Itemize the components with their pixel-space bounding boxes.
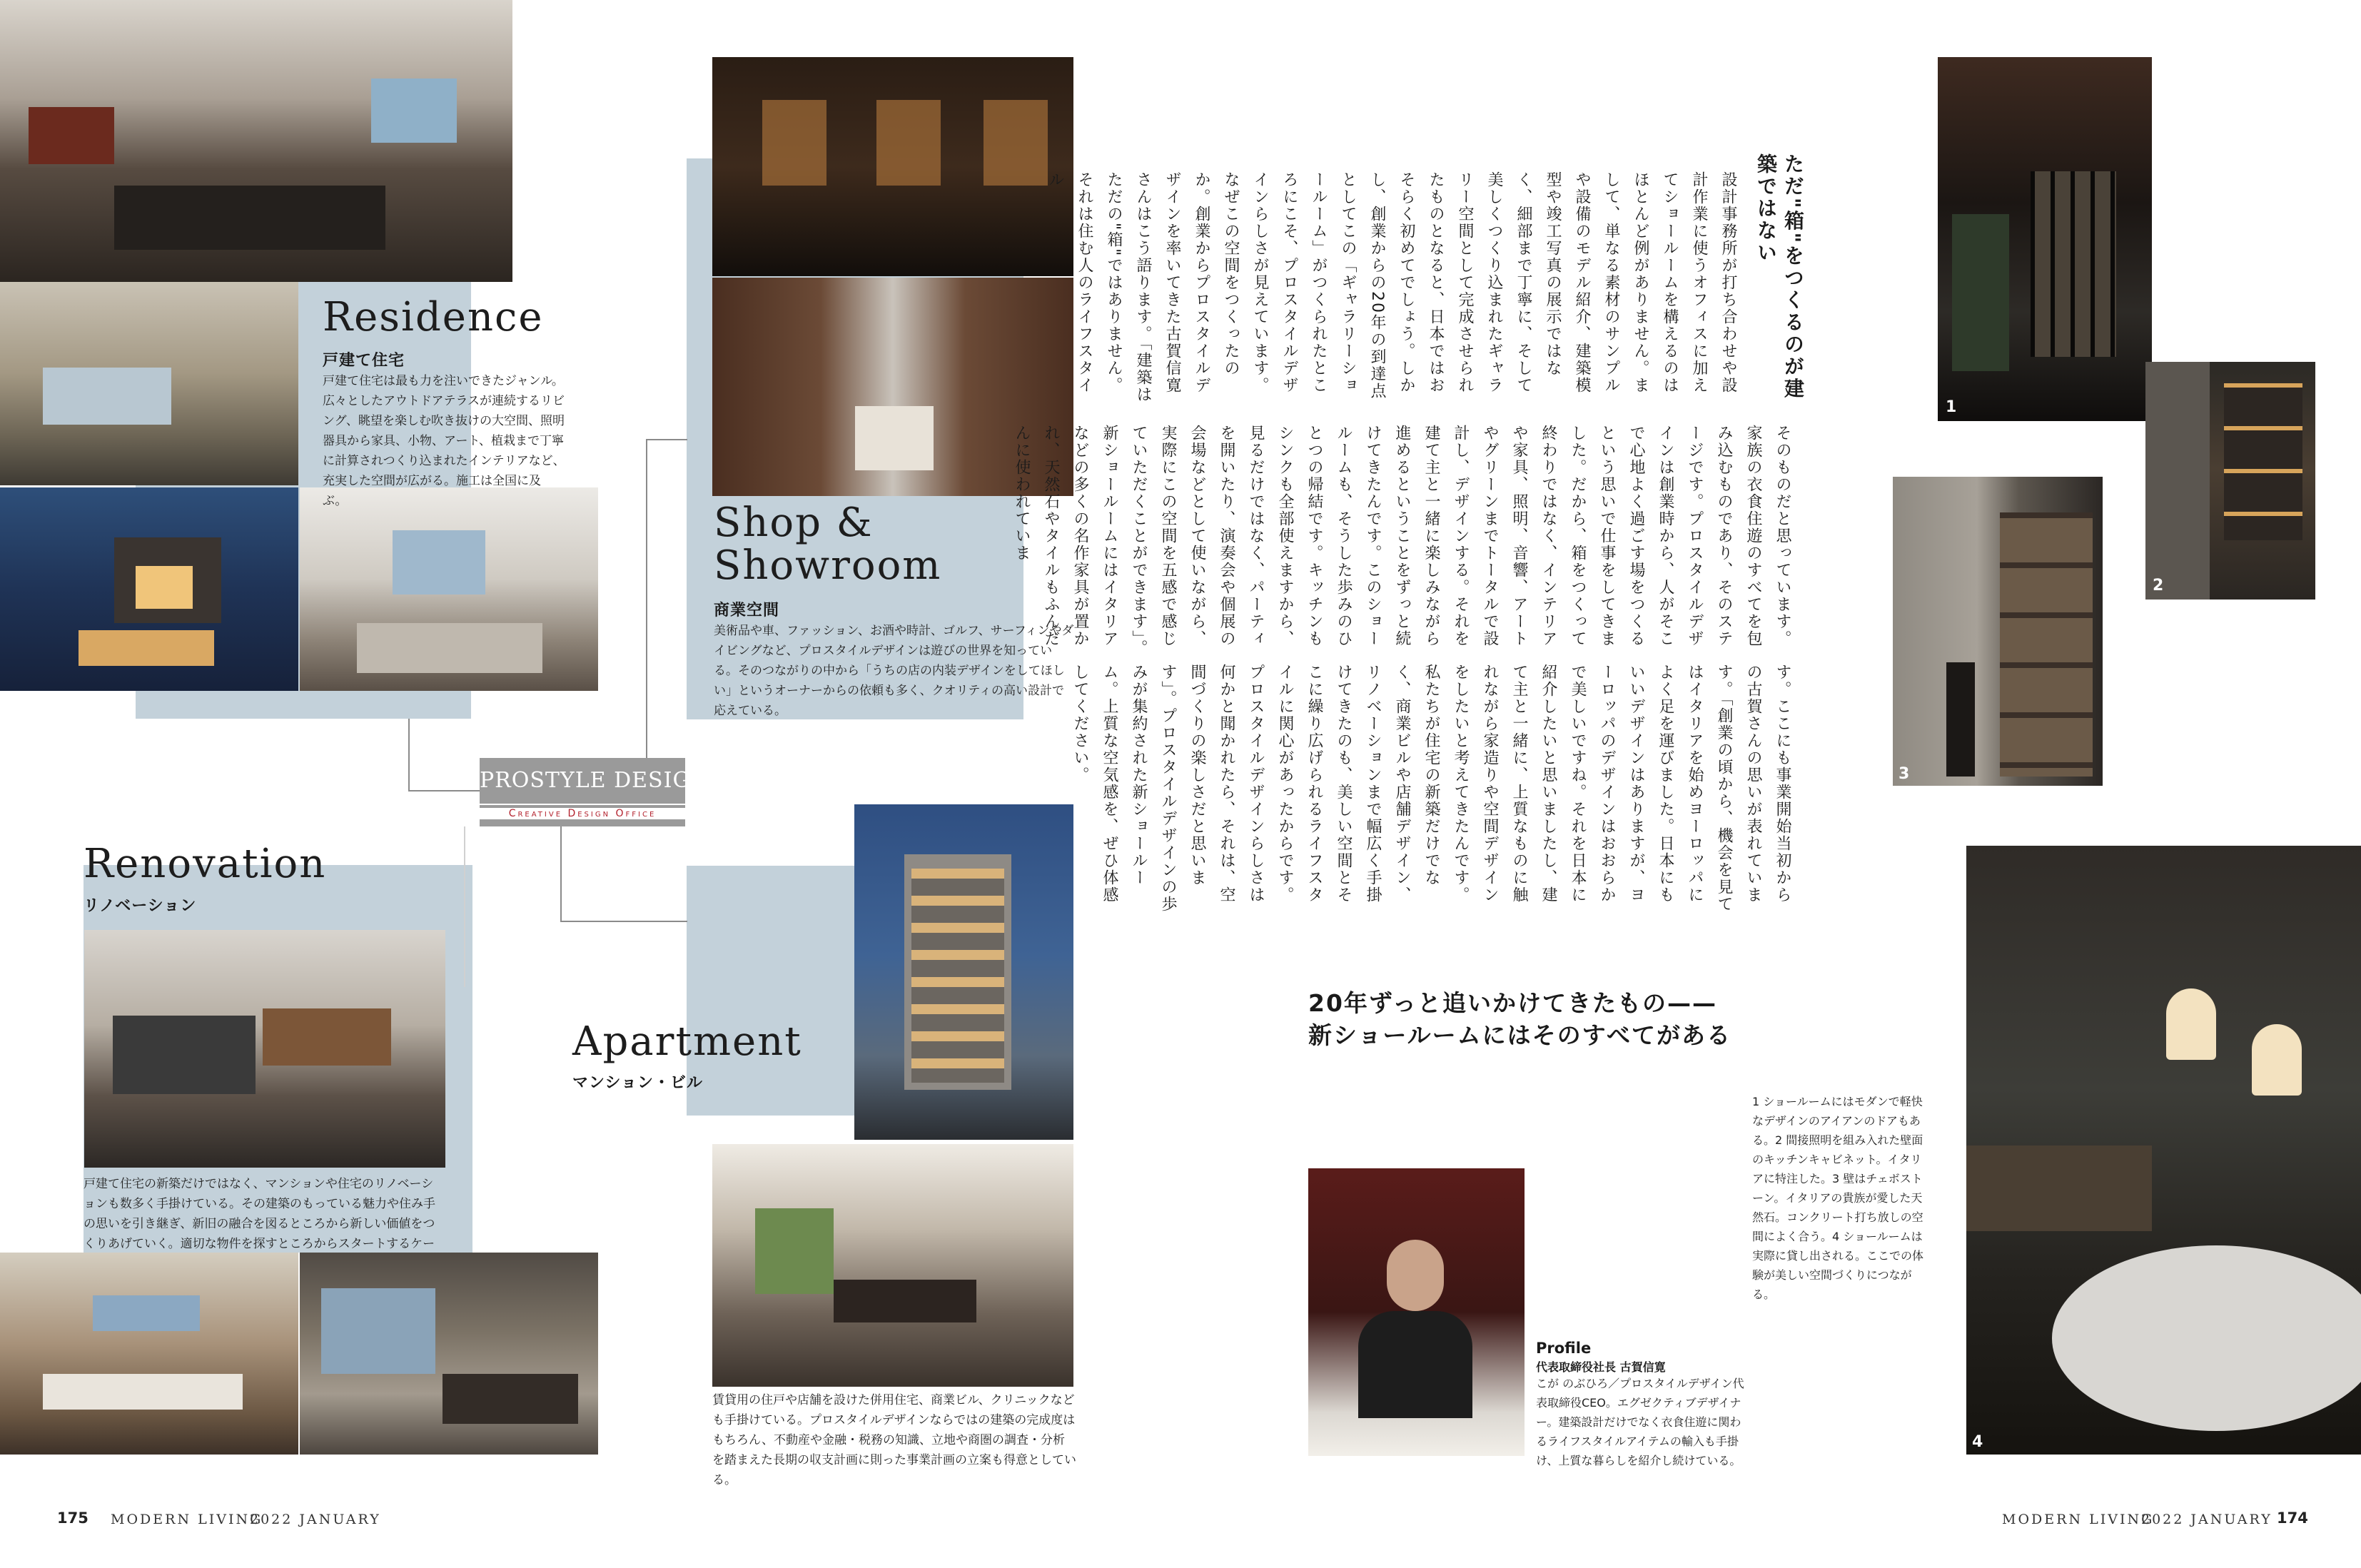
left-issue-date: 2022 JANUARY [250, 1512, 381, 1527]
connector-line [560, 826, 562, 921]
logo-tagline: Creative Design Office [480, 808, 685, 819]
prostyle-logo [480, 758, 710, 826]
residence-night-photo [0, 487, 298, 691]
renovation-living-photo [0, 1253, 298, 1455]
left-page-number: 175 [57, 1509, 89, 1527]
left-magazine-name: MODERN LIVING [111, 1512, 263, 1527]
connector-line [560, 921, 687, 922]
profile-title: 代表取締役社長 古賀信寛 [1536, 1360, 1666, 1374]
connector-line [408, 790, 480, 791]
residence-atrium-photo [300, 487, 598, 691]
residence-living-photo [0, 0, 512, 282]
shop-subheading: 商業空間 [714, 602, 780, 619]
residence-heading: Residence [323, 294, 544, 340]
stone-wall-photo [1893, 477, 2103, 786]
renovation-kitchen-photo [84, 930, 445, 1168]
connector-line [646, 439, 687, 440]
portrait-photo [1308, 1168, 1525, 1456]
connector-line [408, 719, 410, 790]
photo-captions: 1 ショールームにはモダンで軽快なデザインのアイアンのドアもある。2 間接照明を組み入れた壁面のキッチンキャビネット。イタリアに特注した。3 壁はチェボストーン。イタリアの貴族が愛した天然石。コンクリート打ち放しの空間によく合う。4 ショールームは実際に貸し出される。ここでの体験が美しい空間づくりにつながる。 [1752, 1095, 1924, 1301]
right-magazine-name: MODERN LIVING [2002, 1512, 2155, 1527]
apartment-interior-photo [712, 1144, 1073, 1387]
apartment-heading: Apartment [572, 1018, 802, 1065]
shop-heading-line1: Shop & [714, 500, 874, 546]
residence-description: 戸建て住宅は最も力を注いできたジャンル。広々としたアウトドアテラスが連続するリビング、眺望を楽しむ吹き抜けの大空間、照明器具から家具、小物、アート、植栽まで丁寧に計算されつくり込まれたインテリアなど、充実した空間が広がる。施工は全国に及ぶ。 [323, 374, 565, 508]
article-heading: ただ"箱"をつくるのが建築ではない [1754, 153, 1805, 400]
renovation-heading: Renovation [84, 841, 327, 887]
apartment-subheading: マンション・ビル [572, 1074, 704, 1092]
residence-subheading: 戸建て住宅 [323, 352, 405, 370]
right-issue-date: 2022 JANUARY [2141, 1512, 2272, 1527]
kitchen-cabinet-photo [2145, 362, 2315, 600]
section-heading-line1: 20年ずっと追いかけてきたもの—— [1308, 989, 1717, 1017]
logo-main-text: PROSTYLE DESIGN [480, 768, 710, 793]
connector-line [646, 439, 647, 767]
connector-line [560, 826, 562, 828]
profile-label: Profile [1536, 1340, 1592, 1357]
shop-heading-line2: Showroom [714, 542, 942, 589]
photo-number-4: 4 [1972, 1433, 1983, 1451]
profile-text: こが のぶひろ／プロスタイルデザイン代表取締役CEO。エグゼクティブデザイナー。建築設計だけでなく衣食住遊に関わるライフスタイルアイテムの輸入も手掛け、上質な暮らしを紹介し続けている。 [1536, 1377, 1744, 1467]
residence-exterior-photo [0, 282, 298, 485]
shop-description: 美術品や車、ファッション、お酒や時計、ゴルフ、サーフィンやダイビングなど、プロスタイルデザインは遊びの世界を知っている。そのつながりの中から「うちの店の内装デザインをしてほしい」というオーナーからの依頼も多く、クオリティの高い設計で応えている。 [714, 624, 1074, 718]
article-column-2: そのものだと思っています。家族の衣食住遊のすべてを包み込むものであり、そのステージです。プロスタイルデザインは創業時から、人がそこで心地よく過ごす場をつくるという思いで仕事をしてきました。だから、箱をつくって終わりではなく、インテリアや家具、照明、音響、アートやグリーンまでトータルで設計し、デザインする。それを建て主と一緒に楽しみながら進めるということをずっと続けてきたんです。このショールームも、そうした歩みのひとつの帰結です。キッチンもシンクも全部使えますから、見るだけではなく、パーティを開いたり、演奏会や個展の会場などとして使いながら、実際にこの空間を五感で感じていただくことができます」。新ショールームにはイタリアなどの多くの名作家具が置かれ、天然石やタイルもふんだんに使われていま [1013, 425, 1791, 657]
apartment-building-photo [854, 804, 1073, 1140]
renovation-dining-photo [300, 1253, 598, 1455]
photo-number-3: 3 [1899, 765, 1910, 783]
showroom-door-photo [1938, 57, 2152, 421]
article-column-1: 設計事務所が打ち合わせや設計作業に使うオフィスに加えてショールームを構えるのはほとんど例がありません。まして、単なる素材のサンプルや設備のモデル紹介、建築模型や竣工写真の展示ではなく、細部まで丁寧に、そして美しくつくり込まれたギャラリー空間として完成させられたものとなると、日本ではおそらく初めてでしょう。しかし、創業からの20年の到達点としてこの「ギャラリーショールーム」がつくられたところにこそ、プロスタイルデザインらしさが見えています。なぜこの空間をつくったのか。創業からプロスタイルデザインを率いてきた古賀信寛さんはこう語ります。「建築はただの"箱"ではありません。それは住む人のライフスタイル [1046, 171, 1737, 403]
article-column-3: す。ここにも事業開始当初からの古賀さんの思いが表れています。「創業の頃から、機会を見てはイタリアを始めヨーロッパによく足を運びました。日本にもいいデザインはありますが、ヨーロッパのデザインはおおらかで美しいですね。それを日本に紹介したいと思いましたし、建て主と一緒に、上質なものに触れながら家造りや空間デザインをしたいと考えてきたんです。私たちが住宅の新築だけでなく、商業ビルや店舗デザイン、リノベーションまで幅広く手掛けてきたのも、美しい空間とそこに繰り広げられるライフスタイルに関心があったからです。プロスタイルデザインらしさは何かと聞かれたら、それは、空間づくりの楽しさだと思います」。プロスタイルデザインの歩みが集約された新ショールーム。上質な空気感を、ぜひ体感してください。 [1071, 664, 1791, 913]
renovation-subheading: リノベーション [84, 897, 197, 915]
dining-showroom-photo [1966, 846, 2361, 1455]
photo-number-2: 2 [2153, 577, 2164, 595]
right-page-number: 174 [2277, 1509, 2308, 1527]
photo-number-1: 1 [1946, 398, 1957, 416]
section-heading-line2: 新ショールームにはそのすべてがある [1308, 1021, 1732, 1049]
apartment-description: 賃貸用の住戸や店舗を設けた併用住宅、商業ビル、クリニックなども手掛けている。プロスタイルデザインならではの建築の完成度はもちろん、不動産や金融・税務の知識、立地や商圏の調査・分析を踏まえた長期の収支計画に則った事業計画の立案も得意としている。 [712, 1393, 1076, 1487]
connector-line [464, 826, 465, 987]
renovation-description: 戸建て住宅の新築だけではなく、マンションや住宅のリノベーションも数多く手掛けている。その建築のもっている魅力や住み手の思いを引き継ぎ、新旧の融合を図るところから新しい価値をつくりあげていく。適切な物件を探すところからスタートするケー [84, 1177, 435, 1251]
shop-bar-photo [712, 57, 1073, 276]
